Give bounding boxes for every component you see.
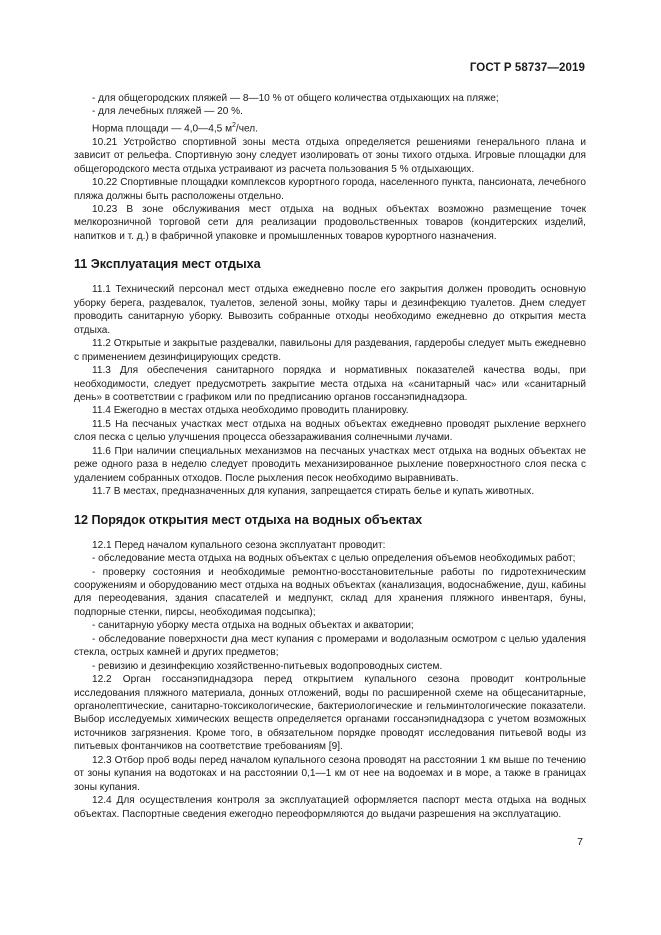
list-item: - ревизию и дезинфекцию хозяйственно-питьевых водопроводных систем. [92, 660, 443, 672]
paragraph-11-7: 11.7 В местах, предназначенных для купания, запрещается стирать белье и купать животных. [92, 486, 535, 498]
paragraph-12-4: 12.4 Для осуществления контроля за эксплуатацией оформляется паспорт места отдыха на водных объектах. Паспортные сведения ежегодно переоформляются до выдачи разрешения на эксплуатацию. [74, 795, 586, 820]
section-12-title: 12 Порядок открытия мест отдыха на водных объектах [74, 512, 423, 527]
area-norm-text: Норма площади — 4,0—4,5 м [92, 123, 233, 135]
area-norm [74, 119, 586, 136]
paragraph-11-1: 11.1 Технический персонал мест отдыха ежедневно после его закрытия должен проводить основную уборку берега, раздевалок, туалетов, зеленой зоны, мойку тары и дезинфекцию туалетов. Днем следует проводить санитарную уборку. Вывозить собранные отходы необходимо ежедневно до открытия места отдыха. [74, 284, 586, 336]
section-11-title: 11 Эксплуатация мест отдыха [74, 257, 261, 272]
paragraph-11-2: 11.2 Открытые и закрытые раздевалки, павильоны для раздевания, гардеробы следует мыть ежедневно с применением дезинфицирующих средств. [74, 338, 586, 363]
area-norm-exponent: 2 [232, 121, 236, 129]
list-item: - для общегородских пляжей — 8—10 % от общего количества отдыхающих на пляже; [92, 93, 499, 104]
list-item: - для лечебных пляжей — 20 %. [92, 106, 243, 118]
list-item: - санитарную уборку места отдыха на водных объектах и акватории; [92, 620, 414, 632]
paragraph-11-6: 11.6 При наличии специальных механизмов на песчаных участках мест отдыха на водных объектах не реже одного раза в неделю следует проводить механизированное рыхление поверхностного слоя песка с удалением собранных отходов. После рыхления песок необходимо выравнивать. [74, 445, 586, 484]
paragraph-11-4: 11.4 Ежегодно в местах отдыха необходимо проводить планировку. [92, 405, 409, 417]
list-item: - обследование поверхности дна мест купания с промерами и водолазным осмотром с целью удаления стекла, острых камней и других предметов; [74, 633, 586, 659]
paragraph-10-22: 10.22 Спортивные площадки комплексов курортного города, населенного пункта, пансионата, лечебного пляжа должны быть расположены отдельно. [74, 177, 586, 202]
paragraph-12-1: 12.1 Перед началом купального сезона эксплуатант проводит: [92, 539, 386, 551]
list-item: - обследование места отдыха на водных объектах с целью определения объемов необходимых работ; [92, 553, 576, 565]
list-item: - проверку состояния и необходимые ремонтно-восстановительные работы по гидротехническим сооружениям и оборудованию мест отдыха на водных объектах (канализация, водоснабжение, душ, кабины для переодевания, здания спасателей и медпункт, склад для хранения пляжного инвентаря, буны, подпорные стенки, пирсы, необходимая подсыпка); [74, 566, 586, 618]
paragraph-11-5: 11.5 На песчаных участках мест отдыха на водных объектах ежедневно проводят рыхление верхнего слоя песка с целью улучшения процесса обеззараживания солнечными лучами. [74, 418, 586, 444]
paragraph-12-2: 12.2 Орган госсанэпиднадзора перед открытием купального сезона проводит контрольные исследования пляжного материала, донных отложений, воды по расширенной схеме на общесанитарные, органолептические, санитарно-токсикологические, бактериологические и гельминтологические показатели. Выбор исследуемых химических веществ определяется органами госсанэпиднадзора с учетом возможных источников загрязнения. Кроме того, в обязательном порядке проводят исследования питьевой воды из питьевых фонтанчиков на соответствие требованиям [9]. [74, 674, 586, 753]
page-number: 7 [577, 836, 583, 848]
paragraph-10-21: 10.21 Устройство спортивной зоны места отдыха определяется решениями генерального плана и зависит от рельефа. Спортивную зону следует изолировать от зоны тихого отдыха. Игровые площадки для общегородского места отдыха устраивают из расчета пользования 5 % отдыхающих. [74, 136, 586, 175]
paragraph-11-3: 11.3 Для обеспечения санитарного порядка и нормативных показателей качества воды, при необходимости, следует предусмотреть закрытие места отдыха на «санитарный час» или «санитарный день» в соответствии с графиком или по предписанию органов госсанэпиднадзора. [74, 365, 586, 403]
document-id-header: ГОСТ Р 58737—2019 [469, 62, 585, 74]
paragraph-12-3: 12.3 Отбор проб воды перед началом купального сезона проводят на расстоянии 1 км выше по течению от зоны купания на водотоках и на расстоянии 0,1—1 км от нее на водоемах и в море, а также в границах зоны купания. [74, 754, 586, 793]
paragraph-10-23: 10.23 В зоне обслуживания мест отдыха на водных объектах возможно размещение точек мелкорозничной торговой сети для реализации продовольственных товаров (кондитерских изделий, напитков и т. д.) в фабричной упаковке и промышленных товаров курортного назначения. [74, 203, 586, 242]
area-norm-unit: /чел. [235, 123, 258, 135]
document-body [74, 92, 586, 821]
